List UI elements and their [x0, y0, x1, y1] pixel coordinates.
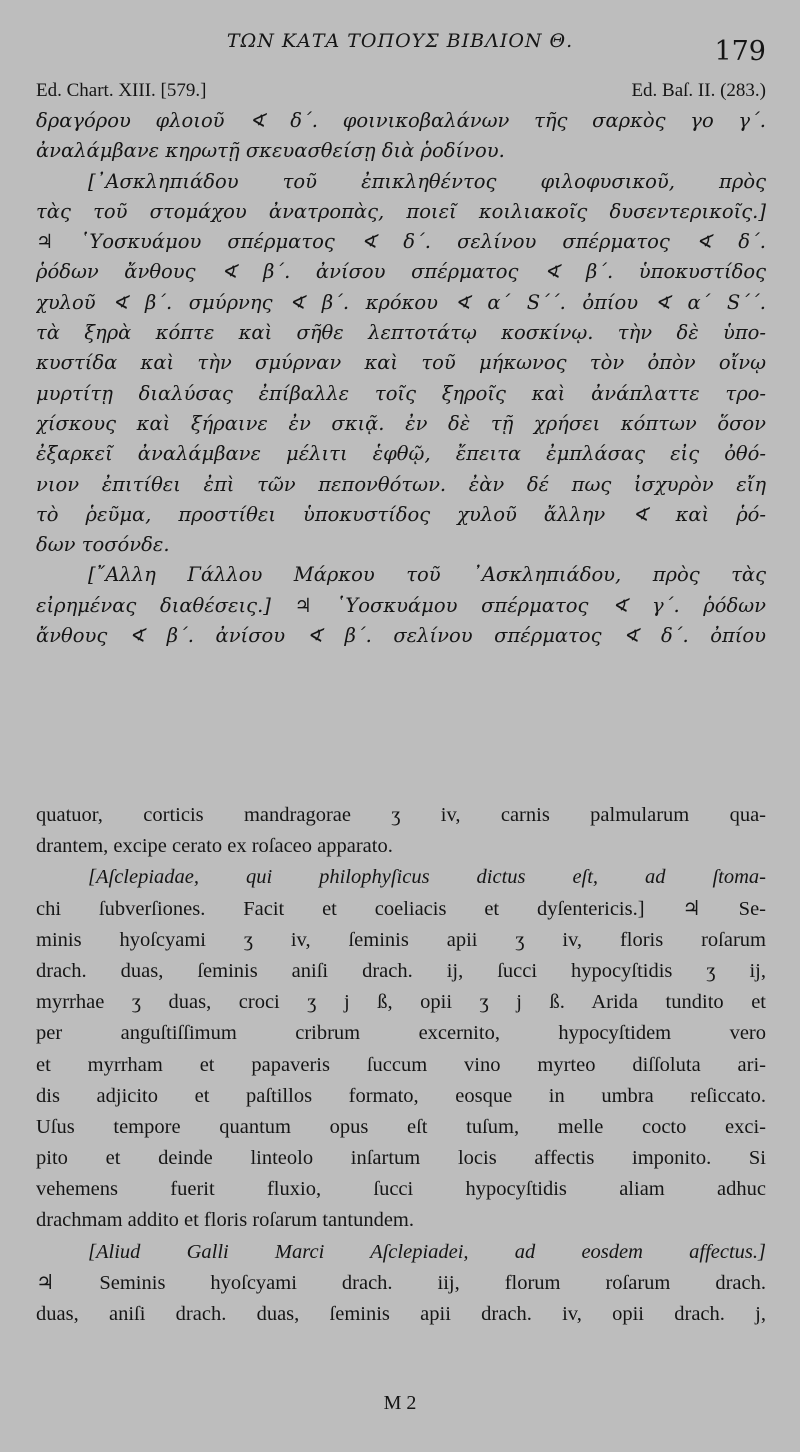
- latin-line: drantem, excipe cerato ex roſaceo apparato.: [36, 835, 393, 858]
- latin-line: pito et deinde linteolo inſartum locis affectis imponito. Si: [36, 1147, 766, 1170]
- latin-line: dis adjicito et paſtillos formato, eosque in umbra reſiccato.: [36, 1084, 766, 1107]
- page-number: 179: [714, 36, 766, 67]
- latin-line: vehemens fuerit fluxio, ſucci hypocyſtidis aliam adhuc: [36, 1178, 766, 1201]
- greek-line: μυρτίτῃ διαλύσας ἐπίβαλλε τοῖς ξηροῖς καὶ ἀνάπλαττε τρο-: [36, 381, 766, 405]
- latin-line: minis hyoſcyami ʒ iv, ſeminis apii ʒ iv, floris roſarum: [36, 928, 766, 951]
- greek-line: τὸ ῥεῦμα, προστίθει ὑποκυστίδος χυλοῦ ἄλλην ∢ καὶ ῥό-: [36, 502, 766, 526]
- latin-line: chi ſubverſiones. Facit et coeliacis et dyſentericis.] ♃ Se-: [36, 897, 766, 920]
- greek-line: ἄνθους ∢ β΄. ἀνίσου ∢ β΄. σελίνου σπέρματος ∢ δ΄. ὀπίου: [36, 624, 766, 648]
- greek-line: ἐξαρκεῖ ἀναλάμβανε μέλιτι ἑφθῷ, ἔπειτα ἐμπλάσας εἰς ὀθό-: [36, 442, 766, 466]
- greek-line: [῎Αλλη Γάλλου Μάρκου τοῦ ᾽Ασκληπιάδου, πρὸς τὰς: [88, 563, 766, 587]
- edition-references: [36, 80, 766, 102]
- greek-line: δραγόρου φλοιοῦ ∢ δ΄. φοινικοβαλάνων τῆς σαρκὸς γο γ΄.: [36, 109, 766, 132]
- latin-line: quatuor, corticis mandragorae ʒ iv, carnis palmularum qua-: [36, 804, 766, 826]
- latin-line: myrrhae ʒ duas, croci ʒ j ß, opii ʒ j ß. Arida tundito et: [36, 991, 766, 1014]
- signature-mark: M 2: [383, 1392, 417, 1414]
- greek-line: κυστίδα καὶ τὴν σμύρναν καὶ τοῦ μήκωνος τὸν ὀπὸν οἴνῳ: [36, 351, 766, 375]
- greek-line: δων τοσόνδε.: [36, 533, 170, 557]
- greek-line: τὰ ξηρὰ κόπτε καὶ σῆθε λεπτοτάτῳ κοσκίνῳ. τὴν δὲ ὑπο-: [36, 321, 766, 345]
- greek-line: ῥόδων ἄνθους ∢ β΄. ἀνίσου σπέρματος ∢ β΄. ὑποκυστίδος: [36, 260, 766, 284]
- latin-line: [Aliud Galli Marci Aſclepiadei, ad eosdem affectus.]: [88, 1240, 766, 1263]
- latin-text-block: [36, 800, 766, 1330]
- greek-line: χυλοῦ ∢ β΄. σμύρνης ∢ β΄. κρόκου ∢ α΄ S΄΄. ὀπίου ∢ α΄ S΄΄.: [36, 290, 766, 314]
- latin-line: drachmam addito et floris roſarum tantundem.: [36, 1209, 414, 1232]
- latin-line: Uſus tempore quantum opus eſt tuſum, melle cocto exci-: [36, 1115, 766, 1138]
- latin-line: per anguſtiſſimum cribrum excernito, hypocyſtidem vero: [36, 1022, 766, 1045]
- greek-text-block: [36, 106, 766, 651]
- latin-line: [Aſclepiadae, qui philophyſicus dictus eſt, ad ſtoma-: [88, 866, 766, 889]
- latin-line: duas, aniſi drach. duas, ſeminis apii drach. iv, opii drach. j,: [36, 1303, 766, 1325]
- running-title: ΤΩΝ ΚΑΤΑ ΤΟΠΟΥΣ ΒΙΒΛΙΟΝ Θ.: [226, 30, 574, 52]
- latin-line: drach. duas, ſeminis aniſi drach. ij, ſucci hypocyſtidis ʒ ij,: [36, 959, 766, 982]
- latin-line: et myrrham et papaveris ſuccum vino myrteo diſſoluta ari-: [36, 1053, 766, 1076]
- greek-line: χίσκους καὶ ξήραινε ἐν σκιᾷ. ἐν δὲ τῇ χρήσει κόπτων ὅσον: [36, 411, 766, 435]
- greek-line: [᾽Ασκληπιάδου τοῦ ἐπικληθέντος φιλοφυσικοῦ, πρὸς: [88, 169, 766, 193]
- latin-line: ♃ Seminis hyoſcyami drach. iij, florum roſarum drach.: [36, 1271, 766, 1294]
- greek-line: εἰρημένας διαθέσεις.] ♃ ῾Υοσκυάμου σπέρματος ∢ γ΄. ῥόδων: [36, 593, 766, 617]
- greek-line: ἀναλάμβανε κηρωτῇ σκευασθείσῃ διὰ ῥοδίνου.: [36, 139, 505, 163]
- greek-line: ♃ ῾Υοσκυάμου σπέρματος ∢ δ΄. σελίνου σπέρματος ∢ δ΄.: [36, 230, 766, 254]
- greek-line: νιον ἐπιτίθει ἐπὶ τῶν πεπονθότων. ἐὰν δέ πως ἰσχυρὸν εἴη: [36, 472, 766, 496]
- chartier-edition-ref: Ed. Chart. XIII. [579.]: [36, 80, 207, 101]
- basel-edition-ref: Ed. Baſ. II. (283.): [631, 80, 766, 101]
- greek-line: τὰς τοῦ στομάχου ἀνατροπὰς, ποιεῖ κοιλιακοῖς δυσεντερικοῖς.]: [36, 199, 766, 223]
